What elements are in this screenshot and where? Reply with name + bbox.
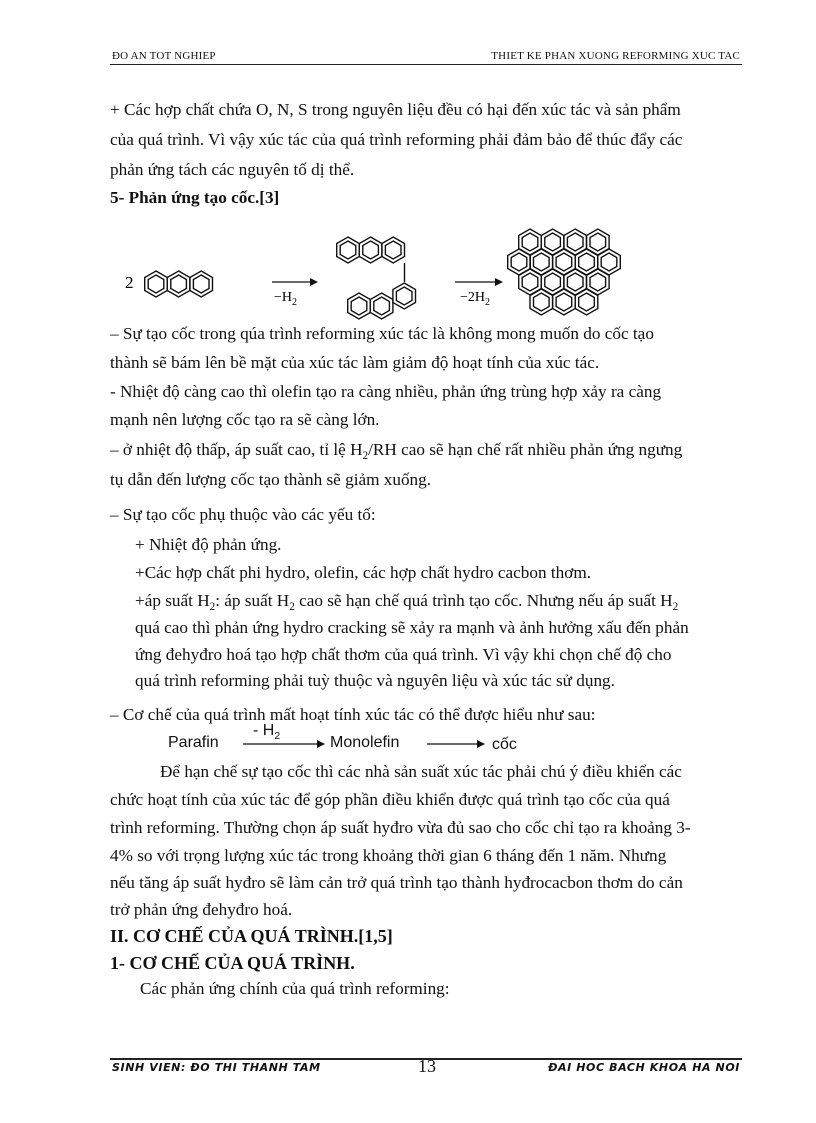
reaction-scheme-drawing	[110, 212, 750, 327]
factor-item: +Các hợp chất phi hydro, olefin, các hợp chất hydro cacbon thơm.	[135, 563, 592, 582]
factor-item-continued: quá trình reforming phải tuỳ thuộc và nguyên liệu và xúc tác sử dụng.	[135, 671, 615, 690]
reaction-arrow-2	[455, 278, 503, 308]
paragraph-line: mạnh nên lượng cốc tạo ra sẽ càng lớn.	[110, 410, 380, 429]
reaction-arrow-1	[272, 278, 318, 308]
mech-parafin: Parafin	[168, 734, 219, 751]
factor-item: +áp suất $H_2$: áp suất $H_2$ cao sẽ hạn chế quá trình tạo cốc. Nhưng nếu áp suất $H_2$	[135, 591, 679, 613]
paragraph-line: chức hoạt tính của xúc tác để góp phần điều khiển được quá trình tạo cốc của quá	[110, 790, 670, 809]
page-number: 13	[418, 1056, 436, 1076]
factor-item-continued: ứng đehyđro hoá tạo hợp chất thơm của quá trình. Vì vậy khi chọn chế độ cho	[135, 645, 672, 664]
running-header-left: ĐO AN TOT NGHIEP	[112, 50, 216, 62]
paragraph-line: 4% so với trọng lượng xúc tác trong khoảng thời gian 6 tháng đến 1 năm. Nhưng	[110, 846, 667, 865]
paragraph-line: trình reforming. Thường chọn áp suất hyđro vừa đủ sao cho cốc chỉ tạo ra khoảng 3-	[110, 818, 691, 837]
mech-monolefin: Monolefin	[330, 734, 400, 751]
subsection-heading-1: 1- CƠ CHẾ CỦA QUÁ TRÌNH.	[110, 953, 355, 973]
stoich-coefficient: 2	[125, 273, 134, 292]
running-header-right: THIET KE PHAN XUONG REFORMING XUC TAC	[491, 50, 740, 62]
paragraph-line: trở phản ứng đehyđro hoá.	[110, 900, 293, 919]
step2-label: $-2H_2$	[460, 290, 491, 308]
factor-item: + Nhiệt độ phản ứng.	[135, 535, 282, 554]
paragraph-line: Để hạn chế sự tạo cốc thì các nhà sản suất xúc tác phải chú ý điều khiển các	[160, 762, 682, 781]
mech-arrow-label: - $H_2$	[253, 722, 281, 742]
paragraph-line: – ở nhiệt độ thấp, áp suất cao, tỉ lệ $H_2/RH$ cao sẽ hạn chế rất nhiều phản ứng ngưng	[110, 440, 683, 462]
bianthryl-structure	[337, 237, 416, 319]
paragraph-line: – Sự tạo cốc trong qúa trình reforming xúc tác là không mong muốn do cốc tạo	[110, 324, 654, 343]
step1-label: $-H_2$	[274, 290, 298, 308]
mech-coke: cốc	[492, 736, 517, 753]
paragraph-line: + Các hợp chất chứa O, N, S trong nguyên liệu đều có hại đến xúc tác và sản phẩm	[110, 100, 681, 119]
paragraph-line: thành sẽ bám lên bề mặt của xúc tác làm giảm độ hoạt tính của xúc tác.	[110, 353, 600, 372]
factor-item-continued: quá cao thì phản ứng hydro cracking sẽ xảy ra mạnh và ảnh hưởng xấu đến phản	[135, 618, 689, 637]
paragraph-line: – Sự tạo cốc phụ thuộc vào các yếu tố:	[110, 505, 376, 524]
section-heading-coke: 5- Phản ứng tạo cốc.[3]	[110, 188, 280, 207]
paragraph-line: phản ứng tách các nguyên tố dị thể.	[110, 160, 355, 179]
footer-student: SINH VIEN: ĐO THI THANH TAM	[112, 1061, 321, 1074]
mech-arrow-2	[427, 737, 487, 751]
paragraph-line: Các phản ứng chính của quá trình reforming:	[140, 979, 450, 998]
header-rule	[110, 64, 742, 65]
paragraph-line: nếu tăng áp suất hyđro sẽ làm cản trở quá trình tạo thành hyđrocacbon thơm do cản	[110, 873, 683, 892]
paragraph-line: – Cơ chế của quá trình mất hoạt tính xúc tác có thể được hiểu như sau:	[110, 705, 596, 724]
polycyclic-aromatic-structure	[508, 229, 621, 315]
coke-formation-scheme	[110, 212, 750, 327]
anthracene-structure	[145, 271, 213, 297]
footer-university: ĐAI HOC BACH KHOA HA NOI	[548, 1061, 740, 1074]
paragraph-line: của quá trình. Vì vậy xúc tác của quá trình reforming phải đảm bảo để thúc đẩy các	[110, 130, 683, 149]
section-heading-ii: II. CƠ CHẾ CỦA QUÁ TRÌNH.[1,5]	[110, 926, 393, 946]
paragraph-line: - Nhiệt độ càng cao thì olefin tạo ra càng nhiều, phản ứng trùng hợp xảy ra càng	[110, 382, 662, 401]
mech-arrow-1	[243, 737, 327, 751]
paragraph-line: tụ dẫn đến lượng cốc tạo thành sẽ giảm xuống.	[110, 470, 432, 489]
